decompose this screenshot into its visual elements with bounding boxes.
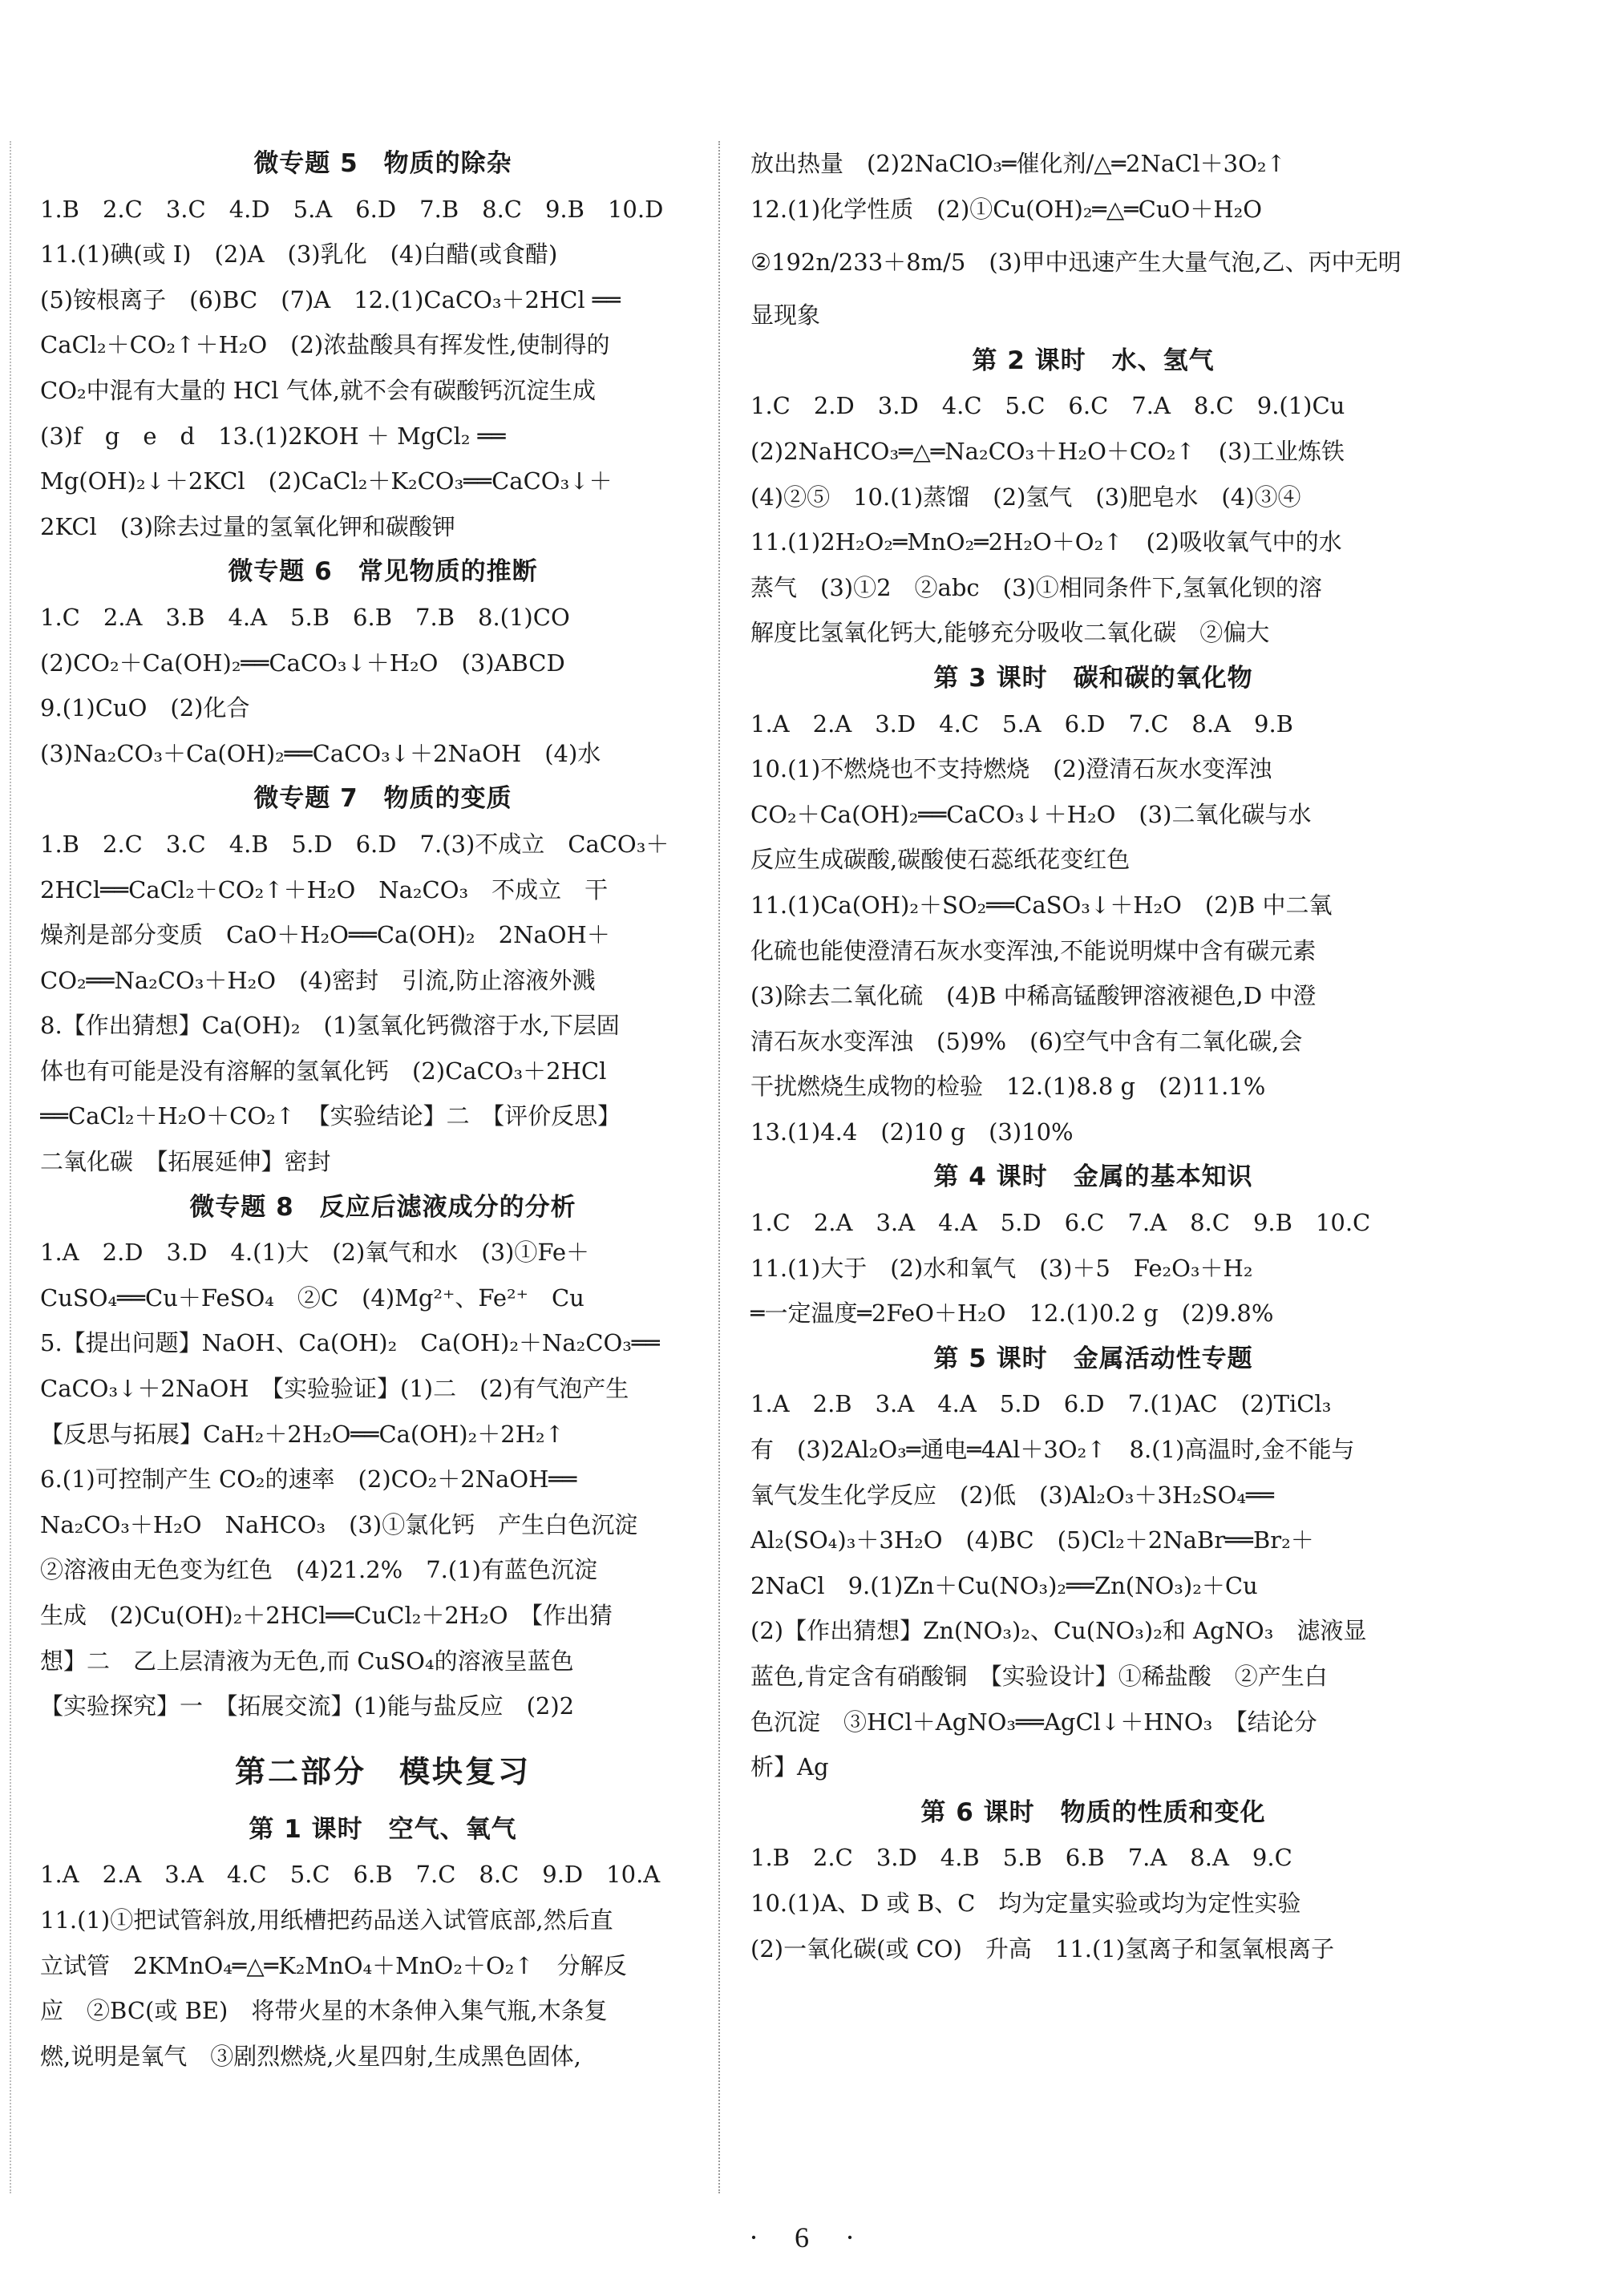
answer-line: ═一定温度═2FeO＋H₂O 12.(1)0.2 g (2)9.8% xyxy=(750,1300,1274,1328)
answer-line: 1.C 2.D 3.D 4.C 5.C 6.C 7.A 8.C 9.(1)Cu xyxy=(750,392,1345,420)
answer-line: 【实验探究】一 【拓展交流】(1)能与盐反应 (2)2 xyxy=(40,1692,575,1720)
answer-line: (5)铵根离子 (6)BC (7)A 12.(1)CaCO₃＋2HCl ══ xyxy=(40,285,621,313)
answer-line: 燥剂是部分变质 CaO＋H₂O══Ca(OH)₂ 2NaOH＋ xyxy=(40,921,610,949)
answer-line: 13.(1)4.4 (2)10 g (3)10% xyxy=(750,1118,1074,1146)
section-heading: 微专题 5 物质的除杂 xyxy=(253,149,512,178)
section-heading: 第 4 课时 金属的基本知识 xyxy=(933,1162,1253,1192)
answer-line: 氧气发生化学反应 (2)低 (3)Al₂O₃＋3H₂SO₄══ xyxy=(750,1481,1274,1509)
answer-line: 应 ②BC(或 BE) 将带火星的木条伸入集气瓶,木条复 xyxy=(40,1997,608,2025)
section-heading: 第 2 课时 水、氢气 xyxy=(972,346,1215,375)
answer-line: 10.(1)不燃烧也不支持燃烧 (2)澄清石灰水变浑浊 xyxy=(750,755,1272,783)
answer-line: 11.(1)碘(或 I) (2)A (3)乳化 (4)白醋(或食醋) xyxy=(40,241,558,269)
answer-line: 8.【作出猜想】Ca(OH)₂ (1)氢氧化钙微溶于水,下层固 xyxy=(40,1012,620,1040)
answer-line: CO₂＋Ca(OH)₂══CaCO₃↓＋H₂O (3)二氧化碳与水 xyxy=(750,800,1312,828)
answer-line: 11.(1)①把试管斜放,用纸槽把药品送入试管底部,然后直 xyxy=(40,1906,613,1934)
answer-line: 2KCl (3)除去过量的氢氧化钾和碳酸钾 xyxy=(40,512,455,540)
answer-line: 1.A 2.D 3.D 4.(1)大 (2)氧气和水 (3)①Fe＋ xyxy=(40,1239,590,1267)
answer-line: 1.C 2.A 3.A 4.A 5.D 6.C 7.A 8.C 9.B 10.C xyxy=(750,1209,1371,1237)
right-column xyxy=(750,141,1436,1971)
answer-line: 析】Ag xyxy=(750,1753,829,1781)
answer-line: (2)2NaHCO₃═△═Na₂CO₃＋H₂O＋CO₂↑ (3)工业炼铁 xyxy=(750,437,1345,465)
answer-line: 蒸气 (3)①2 ②abc (3)①相同条件下,氢氧化钡的溶 xyxy=(750,573,1322,601)
part-heading: 第二部分 模块复习 xyxy=(234,1753,531,1789)
section-heading: 第 5 课时 金属活动性专题 xyxy=(933,1344,1253,1373)
answer-line: 立试管 2KMnO₄═△═K₂MnO₄＋MnO₂＋O₂↑ 分解反 xyxy=(40,1951,627,1979)
section-heading: 微专题 6 常见物质的推断 xyxy=(228,557,538,587)
left-margin-dotted-line xyxy=(10,141,11,2193)
answer-line: 9.(1)CuO (2)化合 xyxy=(40,694,250,722)
answer-line: (2)一氧化碳(或 CO) 升高 11.(1)氢离子和氢氧根离子 xyxy=(750,1934,1335,1963)
answer-line: 5.【提出问题】NaOH、Ca(OH)₂ Ca(OH)₂＋Na₂CO₃══ xyxy=(40,1329,660,1357)
answer-line: 2HCl══CaCl₂＋CO₂↑＋H₂O Na₂CO₃ 不成立 干 xyxy=(40,875,609,903)
section-heading: 第 3 课时 碳和碳的氧化物 xyxy=(933,663,1253,693)
answer-line: (3)除去二氧化硫 (4)B 中稀高锰酸钾溶液褪色,D 中澄 xyxy=(750,982,1317,1010)
answer-line: 1.A 2.A 3.A 4.C 5.C 6.B 7.C 8.C 9.D 10.A xyxy=(40,1861,661,1889)
answer-line: 2NaCl 9.(1)Zn＋Cu(NO₃)₂══Zn(NO₃)₂＋Cu xyxy=(750,1571,1258,1599)
section-heading: 第 1 课时 空气、氧气 xyxy=(249,1814,517,1844)
answer-line: 11.(1)2H₂O₂═MnO₂═2H₂O＋O₂↑ (2)吸收氧气中的水 xyxy=(750,528,1342,556)
section-heading: 微专题 8 反应后滤液成分的分析 xyxy=(189,1192,576,1222)
answer-line: CuSO₄══Cu＋FeSO₄ ②C (4)Mg²⁺、Fe²⁺ Cu xyxy=(40,1283,585,1312)
answer-line: 1.C 2.A 3.B 4.A 5.B 6.B 7.B 8.(1)CO xyxy=(40,603,570,631)
answer-line: 10.(1)A、D 或 B、C 均为定量实验或均为定性实验 xyxy=(750,1889,1301,1917)
answer-line: ②192n/233＋8m/5 (3)甲中迅速产生大量气泡,乙、丙中无明 xyxy=(750,249,1402,277)
answer-line: 12.(1)化学性质 (2)①Cu(OH)₂═△═CuO＋H₂O xyxy=(750,195,1263,223)
answer-line: CO₂中混有大量的 HCl 气体,就不会有碳酸钙沉淀生成 xyxy=(40,376,596,404)
answer-line: 干扰燃烧生成物的检验 12.(1)8.8 g (2)11.1% xyxy=(750,1073,1266,1101)
page-number: · 6 · xyxy=(749,2221,869,2254)
answer-line: (4)②⑤ 10.(1)蒸馏 (2)氢气 (3)肥皂水 (4)③④ xyxy=(750,483,1301,511)
answer-line: 燃,说明是氧气 ③剧烈燃烧,火星四射,生成黑色固体, xyxy=(40,2042,581,2070)
answer-line: 6.(1)可控制产生 CO₂的速率 (2)CO₂＋2NaOH══ xyxy=(40,1465,577,1494)
answer-line: 1.B 2.C 3.C 4.B 5.D 6.D 7.(3)不成立 CaCO₃＋ xyxy=(40,830,669,858)
answer-line: Al₂(SO₄)₃＋3H₂O (4)BC (5)Cl₂＋2NaBr══Br₂＋ xyxy=(750,1526,1314,1554)
answer-line: 11.(1)大于 (2)水和氧气 (3)＋5 Fe₂O₃＋H₂ xyxy=(750,1254,1253,1282)
answer-line: (2)【作出猜想】Zn(NO₃)₂、Cu(NO₃)₂和 AgNO₃ 滤液显 xyxy=(750,1617,1367,1645)
answer-line: CO₂══Na₂CO₃＋H₂O (4)密封 引流,防止溶液外溅 xyxy=(40,966,596,994)
answer-line: 蓝色,肯定含有硝酸铜 【实验设计】①稀盐酸 ②产生白 xyxy=(750,1663,1328,1690)
answer-line: (2)CO₂＋Ca(OH)₂══CaCO₃↓＋H₂O (3)ABCD xyxy=(40,649,565,677)
answer-line: 显现象 xyxy=(750,301,821,329)
answer-line: 1.A 2.A 3.D 4.C 5.A 6.D 7.C 8.A 9.B xyxy=(750,709,1293,738)
answer-line: 色沉淀 ③HCl＋AgNO₃══AgCl↓＋HNO₃ 【结论分 xyxy=(750,1708,1317,1736)
answer-line: CaCl₂＋CO₂↑＋H₂O (2)浓盐酸具有挥发性,使制得的 xyxy=(40,331,610,359)
answer-line: 想】二 乙上层清液为无色,而 CuSO₄的溶液呈蓝色 xyxy=(40,1647,574,1675)
answer-line: 1.B 2.C 3.C 4.D 5.A 6.D 7.B 8.C 9.B 10.D xyxy=(40,195,664,223)
answer-line: Mg(OH)₂↓＋2KCl (2)CaCl₂＋K₂CO₃══CaCO₃↓＋ xyxy=(40,467,613,495)
answer-line: CaCO₃↓＋2NaOH 【实验验证】(1)二 (2)有气泡产生 xyxy=(40,1375,629,1403)
answer-line: 有 (3)2Al₂O₃═通电═4Al＋3O₂↑ 8.(1)高温时,金不能与 xyxy=(750,1436,1355,1464)
answer-line: 【反思与拓展】CaH₂＋2H₂O══Ca(OH)₂＋2H₂↑ xyxy=(40,1420,564,1448)
answer-line: 解度比氢氧化钙大,能够充分吸收二氧化碳 ②偏大 xyxy=(750,619,1270,647)
answer-line: 二氧化碳 【拓展延伸】密封 xyxy=(40,1148,331,1176)
answer-line: 1.B 2.C 3.D 4.B 5.B 6.B 7.A 8.A 9.C xyxy=(750,1844,1292,1872)
answer-line: (3)f g e d 13.(1)2KOH ＋ MgCl₂ ══ xyxy=(40,422,506,450)
section-heading: 第 6 课时 物质的性质和变化 xyxy=(920,1797,1266,1827)
answer-line: 化硫也能使澄清石灰水变浑浊,不能说明煤中含有碳元素 xyxy=(750,936,1317,964)
answer-line: ②溶液由无色变为红色 (4)21.2% 7.(1)有蓝色沉淀 xyxy=(40,1556,597,1584)
answer-line: 生成 (2)Cu(OH)₂＋2HCl══CuCl₂＋2H₂O 【作出猜 xyxy=(40,1602,613,1629)
answer-line: 11.(1)Ca(OH)₂＋SO₂══CaSO₃↓＋H₂O (2)B 中二氧 xyxy=(750,891,1333,919)
left-column xyxy=(40,141,726,2079)
answer-line: 清石灰水变浑浊 (5)9% (6)空气中含有二氧化碳,会 xyxy=(750,1027,1303,1055)
answer-line: ══CaCl₂＋H₂O＋CO₂↑ 【实验结论】二 【评价反思】 xyxy=(40,1102,621,1130)
answer-line: 反应生成碳酸,碳酸使石蕊纸花变红色 xyxy=(750,846,1131,874)
answer-line: Na₂CO₃＋H₂O NaHCO₃ (3)①氯化钙 产生白色沉淀 xyxy=(40,1510,638,1538)
answer-line: 1.A 2.B 3.A 4.A 5.D 6.D 7.(1)AC (2)TiCl₃ xyxy=(750,1390,1332,1418)
answer-line: 放出热量 (2)2NaClO₃═催化剂/△═2NaCl＋3O₂↑ xyxy=(750,150,1286,177)
section-heading: 微专题 7 物质的变质 xyxy=(253,784,512,814)
answer-line: (3)Na₂CO₃＋Ca(OH)₂══CaCO₃↓＋2NaOH (4)水 xyxy=(40,739,601,767)
column-divider xyxy=(718,141,720,2193)
answer-line: 体也有可能是没有溶解的氢氧化钙 (2)CaCO₃＋2HCl xyxy=(40,1057,607,1085)
